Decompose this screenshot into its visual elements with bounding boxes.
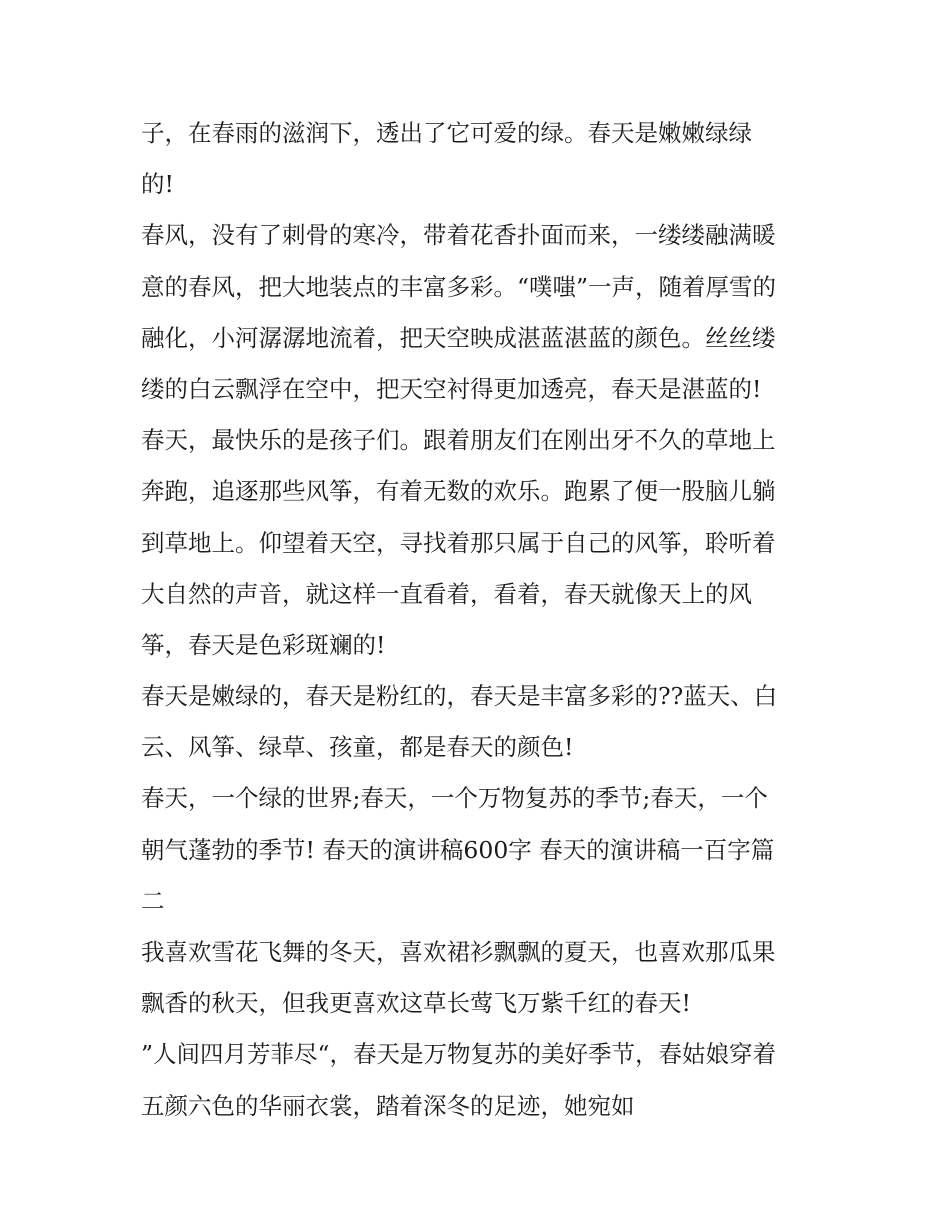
text-line: 缕的白云飘浮在空中，把天空衬得更加透亮，春天是湛蓝的! <box>141 374 762 403</box>
text-line: 飘香的秋天，但我更喜欢这草长莺飞万紫千红的春天! <box>141 989 691 1018</box>
text-line: 朝气蓬勃的季节! 春天的演讲稿600字 春天的演讲稿一百字篇 <box>141 835 775 864</box>
text-line: 融化，小河潺潺地流着，把天空映成湛蓝湛蓝的颜色。丝丝缕 <box>141 323 776 352</box>
text-line: 春风，没有了刺骨的寒冷，带着花香扑面而来，一缕缕融满暖 <box>141 221 776 250</box>
text-line: 春天是嫩绿的，春天是粉红的，春天是丰富多彩的??蓝天、白 <box>141 682 778 711</box>
text-line: 筝，春天是色彩斑斓的! <box>141 630 386 659</box>
body-text <box>141 108 821 1132</box>
text-line: 子，在春雨的滋润下，透出了它可爱的绿。春天是嫩嫩绿绿 <box>141 119 752 147</box>
text-line: 五颜六色的华丽衣裳，踏着深冬的足迹，她宛如 <box>141 1091 635 1120</box>
text-line: 意的春风，把大地装点的丰富多彩。“噗嗤”一声，随着厚雪的 <box>141 272 777 301</box>
text-line: 云、风筝、绿草、孩童，都是春天的颜色! <box>141 733 574 762</box>
text-line: 春天，一个绿的世界;春天，一个万物复苏的季节;春天，一个 <box>141 784 768 813</box>
text-line: 春天，最快乐的是孩子们。跟着朋友们在刚出牙不久的草地上 <box>141 426 776 455</box>
text-line: 二 <box>141 886 165 915</box>
text-line: 到草地上。仰望着天空，寻找着那只属于自己的风筝，聆听着 <box>141 528 776 557</box>
text-line: 奔跑，追逐那些风筝，有着无数的欢乐。跑累了便一股脑儿躺 <box>141 477 776 506</box>
text-line: 我喜欢雪花飞舞的冬天，喜欢裙衫飘飘的夏天，也喜欢那瓜果 <box>141 938 776 966</box>
text-line: ”人间四月芳菲尽“，春天是万物复苏的美好季节，春姑娘穿着 <box>141 1040 777 1069</box>
text-line: 的! <box>141 170 174 199</box>
text-line: 大自然的声音，就这样一直看着，看着，春天就像天上的风 <box>141 579 752 608</box>
